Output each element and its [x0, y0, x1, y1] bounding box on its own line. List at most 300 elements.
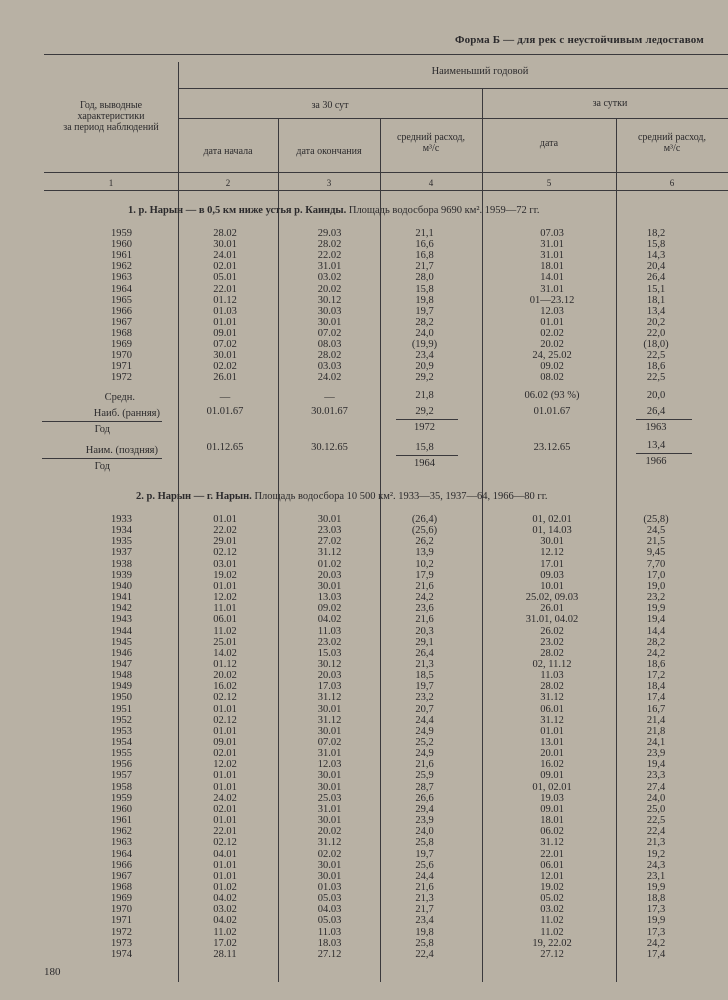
- year-cell: 1974: [111, 948, 132, 960]
- start-date-cell: 04.02: [213, 915, 237, 927]
- mean-day-cell: 19,2: [646, 848, 666, 860]
- start-date-cell: 02.01: [213, 748, 237, 760]
- mean-30day-cell: 24,2: [415, 592, 434, 604]
- year-cell: 1950: [111, 692, 132, 704]
- start-date-cell: 01.01: [213, 781, 237, 793]
- start-date-cell: 22.01: [213, 826, 237, 838]
- end-date-cell: 01.02: [317, 558, 342, 570]
- mean-30day-cell: (25,6): [411, 525, 438, 537]
- page-title: Форма Б — для рек с неустойчивым ледоставом: [454, 34, 704, 46]
- end-date-cell: 30.01: [317, 316, 342, 328]
- start-date-cell: 14.02: [213, 647, 237, 659]
- year-cell: 1955: [111, 748, 132, 760]
- year-cell: 1959: [111, 792, 132, 804]
- mean-30day-cell: 21,6: [415, 759, 434, 771]
- day-date-cell: 11.03: [540, 670, 564, 682]
- end-date-cell: 02.02: [317, 848, 342, 860]
- table-row: [0, 372, 728, 384]
- header-top-rule: [44, 54, 728, 55]
- min-year-label: Год: [94, 461, 110, 472]
- day-date-cell: 25.02, 09.03: [525, 592, 579, 604]
- mean-30day-cell: 24,9: [415, 748, 434, 760]
- end-date-cell: 30.12: [317, 658, 342, 670]
- day-date-cell: 28.02: [540, 681, 564, 693]
- start-date-cell: 09.01: [213, 737, 237, 748]
- mean-30day-cell: 24,0: [415, 826, 434, 838]
- mean-day-cell: 18,8: [646, 893, 666, 905]
- day-date-cell: 09.01: [540, 803, 564, 815]
- start-date-cell: 01.02: [213, 881, 237, 893]
- mean-30day-cell: 19,8: [415, 926, 434, 938]
- year-cell: 1952: [111, 714, 132, 726]
- year-cell: 1970: [111, 904, 132, 916]
- end-date-cell: 30.01: [317, 703, 342, 715]
- header-mean30: средний расход, м³/с: [396, 132, 466, 154]
- day-date-cell: 07.03: [540, 228, 564, 239]
- year-cell: 1942: [111, 603, 132, 615]
- end-date-cell: 31.12: [317, 837, 342, 849]
- mean-day-cell: 27,4: [646, 781, 666, 793]
- mean-30day-cell: 29,1: [415, 636, 434, 648]
- start-date-cell: 01.12: [213, 294, 237, 306]
- end-date-cell: 30.01: [317, 859, 342, 871]
- end-date-cell: 11.03: [317, 926, 342, 938]
- mean-day-cell: 18,2: [646, 228, 666, 239]
- avg-end: —: [324, 392, 335, 403]
- mean-30day-cell: 23,4: [415, 350, 434, 362]
- end-date-cell: 30.01: [317, 580, 342, 592]
- end-date-cell: 29.03: [317, 228, 342, 239]
- max-year-mean: 1972: [414, 422, 435, 433]
- year-cell: 1971: [111, 915, 132, 927]
- end-date-cell: 09.02: [317, 603, 342, 615]
- start-date-cell: 22.02: [213, 525, 237, 537]
- start-date-cell: 17.02: [213, 937, 237, 949]
- max-rule: [42, 421, 162, 422]
- start-date-cell: 01.01: [213, 514, 237, 525]
- day-date-cell: 16.02: [540, 759, 564, 771]
- max-year-day: 1963: [645, 422, 667, 433]
- mean-day-cell: 9,45: [646, 547, 666, 559]
- start-date-cell: 24.01: [213, 250, 237, 262]
- end-date-cell: 31.01: [317, 261, 342, 273]
- end-date-cell: 20.02: [317, 283, 342, 295]
- day-date-cell: 31.01, 04.02: [525, 614, 579, 626]
- year-cell: 1964: [111, 283, 132, 295]
- mean-day-cell: 18,1: [646, 294, 666, 306]
- mean-30day-cell: 21,3: [415, 658, 434, 670]
- day-date-cell: 06.02: [540, 826, 564, 838]
- year-cell: 1963: [111, 837, 132, 849]
- mean-day-cell: 24,1: [646, 737, 666, 748]
- day-date-cell: 01, 14.03: [532, 525, 572, 537]
- section1-title: 1. р. Нарын — в 0,5 км ниже устья р. Каинды. Площадь водосбора 9690 км². 1959—72 гг.: [128, 205, 540, 216]
- end-date-cell: 30.01: [317, 781, 342, 793]
- mean-30day-cell: 21,7: [415, 904, 434, 916]
- mean-day-cell: 22,5: [646, 372, 666, 384]
- year-cell: 1945: [111, 636, 132, 648]
- mean-30day-cell: 16,6: [415, 239, 434, 251]
- mean-30day-cell: 26,4: [415, 647, 434, 659]
- mean-30day-cell: 19,7: [415, 305, 434, 317]
- mean-30day-cell: 28,0: [415, 272, 434, 284]
- mean-day-cell: 19,9: [646, 603, 666, 615]
- year-cell: 1972: [111, 372, 132, 384]
- mean-day-cell: 28,2: [646, 636, 666, 648]
- start-date-cell: 12.02: [213, 592, 237, 604]
- year-cell: 1953: [111, 725, 132, 737]
- start-date-cell: 26.01: [213, 372, 237, 384]
- mean-day-cell: 23,1: [646, 870, 666, 882]
- start-date-cell: 09.01: [213, 327, 237, 339]
- mean-30day-cell: 23,2: [415, 692, 434, 704]
- day-date-cell: 20.01: [540, 748, 564, 760]
- mean-day-cell: 23,9: [646, 748, 666, 760]
- mean-30day-cell: 25,6: [415, 859, 434, 871]
- start-date-cell: 11.02: [213, 625, 237, 637]
- mean-day-cell: 17,3: [646, 904, 666, 916]
- end-date-cell: 07.02: [317, 327, 342, 339]
- end-date-cell: 30.01: [317, 725, 342, 737]
- mean-day-cell: 17,3: [646, 926, 666, 938]
- mean-day-cell: 14,4: [646, 625, 666, 637]
- day-date-cell: 31.01: [540, 239, 564, 251]
- mean-30day-cell: 25,8: [415, 937, 434, 949]
- day-date-cell: 31.12: [540, 837, 564, 849]
- end-date-cell: 31.01: [317, 803, 342, 815]
- mean-30day-cell: 19,7: [415, 848, 434, 860]
- header-meanday: средний расход, м³/с: [637, 132, 707, 154]
- max-year-label: Год: [94, 424, 110, 435]
- start-date-cell: 01.01: [213, 770, 237, 782]
- end-date-cell: 20.03: [317, 569, 342, 581]
- end-date-cell: 20.02: [317, 826, 342, 838]
- mean-day-cell: 26,4: [646, 272, 666, 284]
- day-date-cell: 01—23.12: [529, 294, 575, 306]
- day-date-cell: 09.02: [540, 361, 564, 373]
- year-cell: 1949: [111, 681, 132, 693]
- mean-30day-cell: 23,6: [415, 603, 434, 615]
- mean-day-cell: 15,1: [646, 283, 666, 295]
- day-date-cell: 11.02: [540, 915, 564, 927]
- mean-day-cell: 24,3: [646, 859, 666, 871]
- year-cell: 1966: [111, 859, 132, 871]
- day-date-cell: 30.01: [540, 536, 564, 548]
- mean-day-cell: 21,8: [646, 725, 666, 737]
- day-date-cell: 18.01: [540, 815, 564, 827]
- mean-30day-cell: 28,7: [415, 781, 434, 793]
- start-date-cell: 01.03: [213, 305, 237, 317]
- mean-30day-cell: 26,2: [415, 536, 434, 548]
- mean-day-cell: 18,6: [646, 658, 666, 670]
- end-date-cell: 27.12: [317, 948, 342, 960]
- end-date-cell: 01.03: [317, 881, 342, 893]
- avg-start: —: [219, 392, 231, 403]
- day-date-cell: 19, 22.02: [532, 937, 572, 949]
- end-date-cell: 20.03: [317, 670, 342, 682]
- mean-day-cell: 14,3: [646, 250, 666, 262]
- mean-day-cell: 23,2: [646, 592, 666, 604]
- day-date-cell: 31.01: [540, 250, 564, 262]
- year-cell: 1966: [111, 305, 132, 317]
- min-mean-rule: [396, 455, 458, 456]
- start-date-cell: 01.01: [213, 859, 237, 871]
- start-date-cell: 02.12: [213, 692, 237, 704]
- min-year-mean: 1964: [414, 458, 435, 469]
- start-date-cell: 28.11: [213, 948, 237, 960]
- min-mean: 15,8: [415, 442, 434, 453]
- year-cell: 1961: [111, 250, 132, 262]
- day-date-cell: 14.01: [540, 272, 564, 284]
- day-date-cell: 09.03: [540, 569, 564, 581]
- end-date-cell: 03.03: [317, 361, 342, 373]
- end-date-cell: 28.02: [317, 350, 342, 362]
- year-cell: 1934: [111, 525, 132, 537]
- day-date-cell: 31.12: [540, 692, 564, 704]
- min-year-day: 1966: [645, 456, 667, 467]
- end-date-cell: 12.03: [317, 759, 342, 771]
- end-date-cell: 23.02: [317, 636, 342, 648]
- start-date-cell: 03.02: [213, 904, 237, 916]
- day-date-cell: 09.01: [540, 770, 564, 782]
- page-number: 180: [44, 966, 61, 978]
- mean-30day-cell: 25,9: [415, 770, 434, 782]
- mean-day-cell: 24,2: [646, 937, 666, 949]
- end-date-cell: 07.02: [317, 737, 342, 748]
- mean-day-cell: 20,4: [646, 261, 666, 273]
- header-col-rule: [44, 172, 728, 173]
- mean-30day-cell: 21,6: [415, 881, 434, 893]
- mean-day-cell: 24,5: [646, 525, 666, 537]
- max-day: 26,4: [646, 406, 666, 417]
- year-cell: 1968: [111, 327, 132, 339]
- col-num-3: 3: [326, 178, 332, 188]
- mean-30day-cell: 23,4: [415, 915, 434, 927]
- mean-30day-cell: 24,0: [415, 327, 434, 339]
- year-cell: 1969: [111, 339, 132, 350]
- start-date-cell: 01.12: [213, 658, 237, 670]
- end-date-cell: 30.01: [317, 770, 342, 782]
- end-date-cell: 25.03: [317, 792, 342, 804]
- day-date-cell: 01, 02.01: [532, 781, 572, 793]
- start-date-cell: 30.01: [213, 239, 237, 251]
- mean-30day-cell: 19,7: [415, 681, 434, 693]
- year-cell: 1938: [111, 558, 132, 570]
- mean-day-cell: 21,5: [646, 536, 666, 548]
- col-num-2: 2: [225, 178, 231, 188]
- header-date: дата: [539, 138, 559, 149]
- year-cell: 1941: [111, 592, 132, 604]
- end-date-cell: 30.12: [317, 294, 342, 306]
- year-cell: 1969: [111, 893, 132, 905]
- year-cell: 1967: [111, 316, 132, 328]
- max-end: 30.01.67: [311, 406, 348, 417]
- max-date: 01.01.67: [533, 406, 571, 417]
- avg-day: 20,0: [646, 390, 666, 401]
- end-date-cell: 04.02: [317, 614, 342, 626]
- end-date-cell: 30.01: [317, 870, 342, 882]
- start-date-cell: 20.02: [213, 670, 237, 682]
- year-cell: 1947: [111, 658, 132, 670]
- year-cell: 1962: [111, 826, 132, 838]
- mean-day-cell: 25,0: [646, 803, 666, 815]
- start-date-cell: 04.02: [213, 893, 237, 905]
- mean-day-cell: (18,0): [643, 339, 669, 350]
- mean-30day-cell: 18,5: [415, 670, 434, 682]
- end-date-cell: 24.02: [317, 372, 342, 384]
- end-date-cell: 31.12: [317, 714, 342, 726]
- mean-day-cell: 21,3: [646, 837, 666, 849]
- day-date-cell: 27.12: [540, 948, 564, 960]
- mean-day-cell: 19,4: [646, 759, 666, 771]
- mean-day-cell: 19,9: [646, 915, 666, 927]
- mean-day-cell: 16,7: [646, 703, 666, 715]
- start-date-cell: 02.12: [213, 547, 237, 559]
- end-date-cell: 05.03: [317, 893, 342, 905]
- max-mean: 29,2: [415, 406, 434, 417]
- min-rule: [42, 458, 162, 459]
- mean-30day-cell: 22,4: [415, 948, 434, 960]
- year-cell: 1962: [111, 261, 132, 273]
- day-date-cell: 11.02: [540, 926, 564, 938]
- year-cell: 1939: [111, 569, 132, 581]
- end-date-cell: 31.12: [317, 692, 342, 704]
- avg-mean: 21,8: [415, 390, 434, 401]
- mean-30day-cell: 21,7: [415, 261, 434, 273]
- start-date-cell: 07.02: [213, 339, 237, 350]
- day-date-cell: 08.02: [540, 372, 564, 384]
- mean-30day-cell: 10,2: [415, 558, 434, 570]
- year-cell: 1963: [111, 272, 132, 284]
- day-date-cell: 18.01: [540, 261, 564, 273]
- mean-30day-cell: 29,2: [415, 372, 434, 384]
- section2-title: 2. р. Нарын — г. Нарын. Площадь водосбора 10 500 км². 1933—35, 1937—64, 1966—80 гг.: [136, 491, 548, 502]
- start-date-cell: 24.02: [213, 792, 237, 804]
- col-num-1: 1: [108, 178, 114, 188]
- mean-day-cell: 20,2: [646, 316, 666, 328]
- header-group-rule: [178, 88, 728, 89]
- mean-30day-cell: 21,3: [415, 893, 434, 905]
- header-sub-rule: [178, 118, 728, 119]
- day-date-cell: 20.02: [540, 339, 564, 350]
- year-cell: 1961: [111, 815, 132, 827]
- year-cell: 1933: [111, 514, 132, 525]
- start-date-cell: 11.02: [213, 926, 237, 938]
- mean-30day-cell: 23,9: [415, 815, 434, 827]
- end-date-cell: 30.01: [317, 815, 342, 827]
- mean-day-cell: 22,4: [646, 826, 666, 838]
- mean-day-cell: 17,4: [646, 948, 666, 960]
- end-date-cell: 22.02: [317, 250, 342, 262]
- mean-30day-cell: 20,3: [415, 625, 434, 637]
- max-mean-rule: [396, 419, 458, 420]
- day-date-cell: 06.01: [540, 859, 564, 871]
- start-date-cell: 19.02: [213, 569, 237, 581]
- end-date-cell: 30.01: [317, 514, 342, 525]
- end-date-cell: 31.01: [317, 748, 342, 760]
- mean-day-cell: 24,0: [646, 792, 666, 804]
- mean-day-cell: 19,0: [646, 580, 666, 592]
- mean-day-cell: 15,8: [646, 239, 666, 251]
- day-date-cell: 28.02: [540, 647, 564, 659]
- header-sub30: за 30 сут: [311, 100, 349, 111]
- end-date-cell: 28.02: [317, 239, 342, 251]
- mean-day-cell: 17,4: [646, 692, 666, 704]
- min-label: Наим. (поздняя): [85, 445, 158, 456]
- mean-day-cell: 18,6: [646, 361, 666, 373]
- avg-label: Средн.: [104, 392, 135, 403]
- day-date-cell: 22.01: [540, 848, 564, 860]
- end-date-cell: 08.03: [317, 339, 342, 350]
- start-date-cell: 12.02: [213, 759, 237, 771]
- min-day-rule: [636, 453, 692, 454]
- start-date-cell: 01.01: [213, 703, 237, 715]
- day-date-cell: 19.02: [540, 881, 564, 893]
- mean-30day-cell: 26,6: [415, 792, 434, 804]
- day-date-cell: 02.02: [540, 327, 564, 339]
- end-date-cell: 11.03: [317, 625, 342, 637]
- year-cell: 1944: [111, 625, 132, 637]
- mean-30day-cell: 24,9: [415, 725, 434, 737]
- end-date-cell: 18.03: [317, 937, 342, 949]
- mean-30day-cell: 17,9: [415, 569, 434, 581]
- end-date-cell: 04.03: [317, 904, 342, 916]
- year-cell: 1972: [111, 926, 132, 938]
- header-col1: Год, выводные характеристики за период наблюдений: [63, 100, 159, 133]
- year-cell: 1956: [111, 759, 132, 771]
- year-cell: 1959: [111, 228, 132, 239]
- mean-30day-cell: 13,9: [415, 547, 434, 559]
- mean-day-cell: 18,4: [646, 681, 666, 693]
- mean-day-cell: 22,5: [646, 815, 666, 827]
- header-group: Наименьший годовой: [431, 66, 529, 77]
- start-date-cell: 02.01: [213, 803, 237, 815]
- table-row: [0, 949, 728, 961]
- col-num-5: 5: [546, 178, 552, 188]
- day-date-cell: 06.01: [540, 703, 564, 715]
- year-cell: 1954: [111, 737, 132, 748]
- mean-30day-cell: 21,6: [415, 580, 434, 592]
- min-day: 13,4: [646, 440, 666, 451]
- col-num-4: 4: [428, 178, 434, 188]
- year-cell: 1968: [111, 881, 132, 893]
- mean-30day-cell: 19,8: [415, 294, 434, 306]
- mean-day-cell: 7,70: [646, 558, 666, 570]
- header-num-rule: [44, 190, 728, 191]
- mean-30day-cell: 24,4: [415, 870, 434, 882]
- mean-day-cell: 19,4: [646, 614, 666, 626]
- mean-30day-cell: 16,8: [415, 250, 434, 262]
- header-start: дата начала: [203, 146, 253, 157]
- max-start: 01.01.67: [206, 406, 244, 417]
- year-cell: 1960: [111, 803, 132, 815]
- year-cell: 1971: [111, 361, 132, 373]
- day-date-cell: 02, 11.12: [532, 658, 572, 670]
- header-end: дата окончания: [296, 146, 362, 157]
- mean-day-cell: (25,8): [643, 514, 669, 525]
- day-date-cell: 01, 02.01: [532, 514, 572, 525]
- mean-day-cell: 24,2: [646, 647, 666, 659]
- mean-30day-cell: 20,7: [415, 703, 434, 715]
- max-label: Наиб. (ранняя): [93, 408, 160, 419]
- year-cell: 1940: [111, 580, 132, 592]
- year-cell: 1948: [111, 670, 132, 682]
- start-date-cell: 22.01: [213, 283, 237, 295]
- start-date-cell: 05.01: [213, 272, 237, 284]
- mean-day-cell: 17,0: [646, 569, 666, 581]
- mean-day-cell: 23,3: [646, 770, 666, 782]
- end-date-cell: 03.02: [317, 272, 342, 284]
